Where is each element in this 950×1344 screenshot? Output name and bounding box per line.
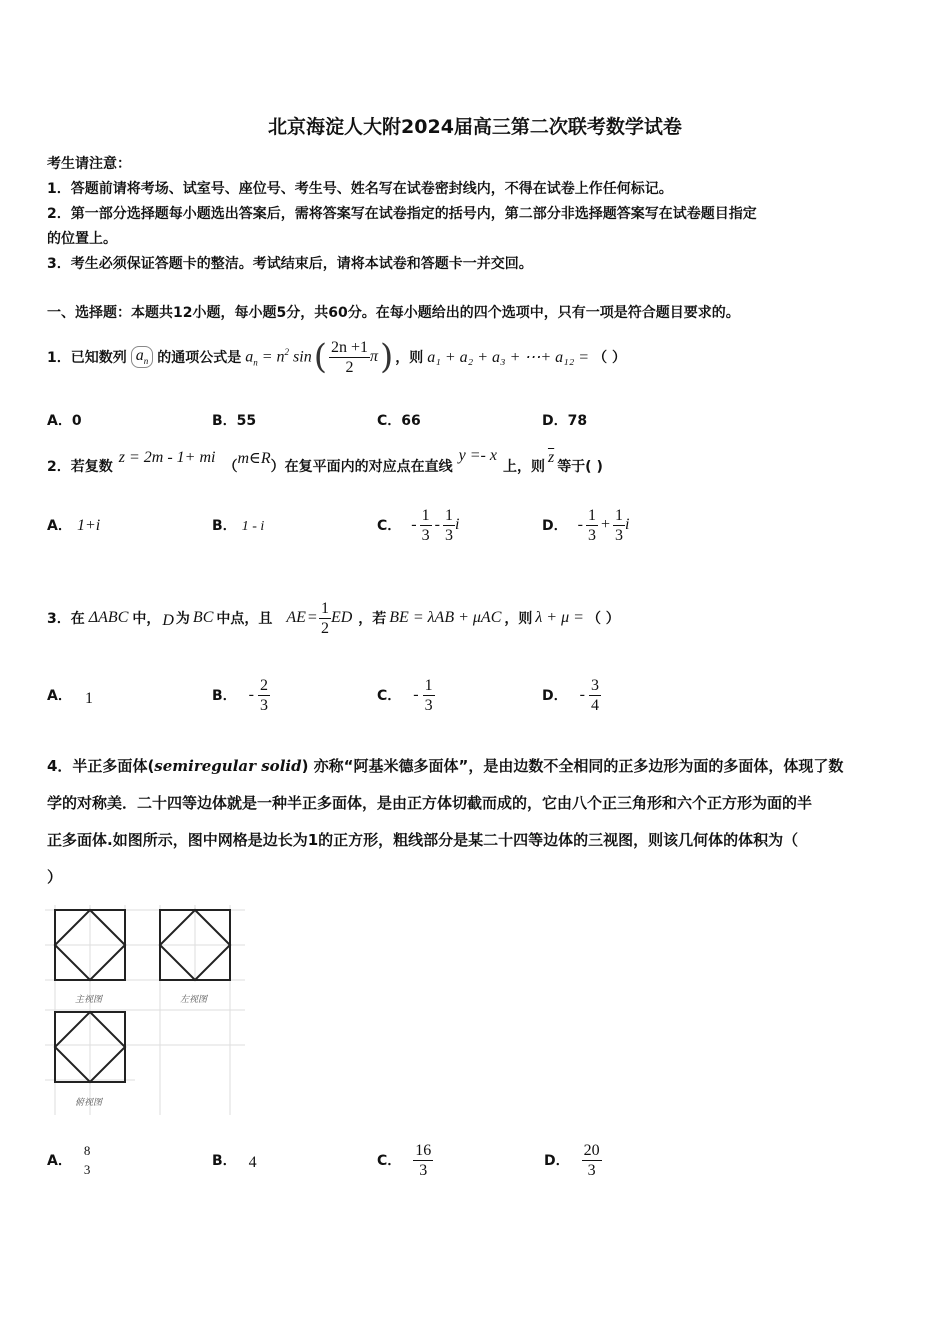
q2-option-c[interactable]: C． - $\frac{1}{3}$ - $\frac{1}{3}$ i	[377, 506, 460, 544]
q2-option-d[interactable]: D． - $\frac{1}{3}$ + $\frac{1}{3}$ i	[542, 506, 630, 544]
q3-option-c[interactable]: C． - $\frac{1}{3}$	[377, 676, 433, 714]
sum-expression: a₁ + a₂ + a₃ + ⋯+ a₁₂ =	[427, 349, 590, 366]
notice-heading: 考生请注意：	[47, 156, 131, 172]
notice-item-3: 3．考生必须保证答题卡的整洁。考试结束后，请将本试卷和答题卡一并交回。	[47, 256, 533, 272]
q1-option-b[interactable]: B．55	[212, 413, 257, 429]
q3-option-a[interactable]: A． 1	[47, 688, 93, 707]
z-conjugate: $\overline{z}$	[547, 449, 555, 466]
q4-line-2: 学的对称美．二十四等边体就是一种半正多面体，是由正方体切截而成的，它由八个正三角形和六个正方形为面的半	[47, 794, 813, 812]
q1-options	[47, 410, 707, 430]
q3-option-d[interactable]: D． - $\frac{3}{4}$	[542, 676, 599, 714]
q4-line-1: 4．半正多面体(semiregular solid) 亦称“阿基米德多面体”，是由边数不全相同的正多边形为面的多面体，体现了数	[47, 757, 844, 775]
q3-options	[47, 670, 707, 720]
section-heading: 一、选择题：本题共12小题，每小题5分，共60分。在每小题给出的四个选项中，只有一项是符合题目要求的。	[47, 305, 740, 321]
q1-mid: 的通项公式是	[157, 350, 242, 366]
notice-item-2-cont: 的位置上。	[47, 231, 117, 247]
caption-front-view: 主视图	[75, 995, 103, 1005]
vector-relation: BE = λAB + μAC	[389, 609, 502, 626]
fraction-2n1-over-2: $\frac{2n +1}{2}$	[330, 338, 369, 376]
three-view-figure	[45, 905, 245, 1115]
notice-item-2: 2．第一部分选择题每小题选出答案后，需将答案写在试卷指定的括号内，第二部分非选择题答案写在试卷题目指定	[47, 206, 757, 222]
z-expression: z = 2m - 1+ mi	[118, 449, 216, 466]
q4-option-b[interactable]: B． 4	[212, 1153, 257, 1171]
q4-line-4: ）	[47, 868, 63, 886]
q4-option-d[interactable]: D． $\frac{20}{3}$	[544, 1141, 600, 1179]
q4-option-c[interactable]: C． $\frac{16}{3}$	[377, 1141, 432, 1179]
caption-side-view: 左视图	[180, 995, 208, 1005]
page-title: 北京海淀人大附2024届高三第二次联考数学试卷	[268, 116, 682, 138]
sequence-a-n: $a_n$	[131, 346, 154, 367]
q1-option-a[interactable]: A．0	[47, 413, 82, 429]
q4-option-a[interactable]: A． 8 3	[47, 1143, 91, 1177]
notice-item-1: 1．答题前请将考场、试室号、座位号、考生号、姓名写在试卷密封线内，不得在试卷上作任何标记。	[47, 181, 673, 197]
caption-top-view: 俯视图	[75, 1098, 103, 1108]
question-2: 2．若复数 z = 2m - 1+ mi （ m∈R ）在复平面内的对应点在直线 y =- x 上，则 $\overline{z}$ 等于( )	[47, 447, 603, 475]
q1-option-c[interactable]: C．66	[377, 413, 421, 429]
question-3: 3．在 ΔABC 中， D 为 BC 中点，且 AE = $\frac{1}{2}$ ED ，若 BE = λAB + μAC ，则 λ + μ = （ ）	[47, 599, 620, 637]
vector-AE: AE	[286, 609, 306, 626]
q3-option-b[interactable]: B． - $\frac{2}{3}$	[212, 676, 268, 714]
three-view-drawing	[45, 905, 245, 1115]
q1-prefix: 1．已知数列	[47, 350, 127, 366]
vector-ED: ED	[330, 609, 353, 626]
q2-option-b[interactable]: B． 1 - i	[212, 518, 265, 534]
formula-an: $a_n = n^2$ sin	[245, 346, 312, 368]
q4-options	[47, 1135, 709, 1185]
q1-option-d[interactable]: D．78	[542, 413, 588, 429]
q4-line-3: 正多面体.如图所示，图中网格是边长为1的正方形，粗线部分是某二十四等边体的三视图，则该几何体的体积为（	[47, 831, 799, 849]
question-1: 1．已知数列 $a_n$ 的通项公式是 $a_n = n^2$ sin ( $\frac{2n +1}{2}$ π ) ，则 a₁ + a₂ + a₃ + ⋯+ a₁₂ = （ ）	[47, 337, 626, 377]
q2-option-a[interactable]: A． 1+i	[47, 517, 101, 534]
q2-options	[47, 500, 707, 550]
